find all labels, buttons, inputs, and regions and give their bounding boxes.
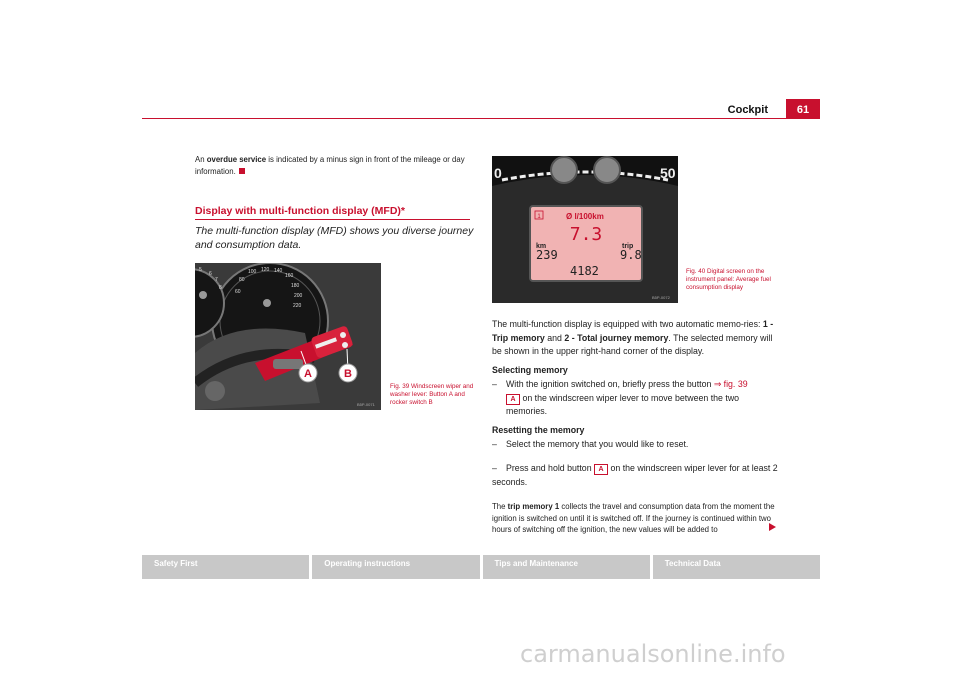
header-rule [142,118,820,119]
gauge-tick: 120 [261,267,270,273]
gauge-tick: 100 [248,269,257,275]
reset-step-2 [492,462,782,489]
text-run: With the ignition switched on, briefly press the button [506,379,714,389]
display-value: 7.3 [569,224,603,245]
mfd-paragraph [492,318,782,359]
km-label: km [536,243,547,250]
gauge-tick: 80 [239,277,245,283]
callout-a: A [304,368,312,380]
overdue-service-paragraph [195,154,475,178]
figure-code: B5P-0072 [652,295,670,300]
figure-code: B5P-0071 [357,402,375,407]
gauge-tick: 200 [294,293,303,299]
callout-b: B [344,368,352,380]
overdue-prefix: An [195,155,205,164]
memory-index: 1 [537,214,541,220]
gauge-tick: 60 [235,289,241,295]
gauge-tick: 160 [285,273,294,279]
section-heading-rule [195,219,470,220]
gauge-tick: 140 [274,268,283,274]
button-a-tag: A [506,394,520,405]
text-run: on the windscreen wiper lever for at least 2 seconds. [492,463,778,487]
end-of-section-marker [239,168,245,174]
figure-39-wiper-lever [195,263,381,410]
rpm-tick: 6 [209,271,212,277]
odometer: 4182 [570,264,599,278]
text-run: The [492,502,508,511]
reset-step-1 [492,438,782,452]
figure-39-illustration [195,263,381,410]
trip-memory-paragraph [492,501,782,536]
rpm-tick: 7 [215,277,218,283]
tab-safety-first[interactable]: Safety First [142,555,309,579]
page-number: 61 [796,104,810,116]
rpm-tick: 5 [199,267,202,273]
trip-memory-1-term: trip memory 1 [507,502,560,511]
trip-memory-term: 1 - Trip memory [492,319,774,343]
text-run: collects the travel and consumption data from the moment the ignition is switched on until it is switched off. If the journey is continued within two hours of switching off the ignition, the new values will be added to [492,502,775,534]
figure-39-caption: Fig. 39 Windscreen wiper and washer lever: Button A and rocker switch B [390,383,474,406]
resetting-memory-heading: Resetting the memory [492,425,585,435]
text-run: Press and hold button [506,463,595,473]
display-title: Ø l/100km [566,212,604,221]
section-heading: Display with multi-function display (MFD)* [195,205,405,217]
tab-tips-and-maintenance[interactable]: Tips and Maintenance [483,555,650,579]
text-run: The multi-function display is equipped with two automatic memo-ries: [492,319,763,329]
list-dash: – [492,463,497,473]
fig-39-link[interactable]: ⇒ fig. 39 [713,379,748,389]
km-value: 239 [536,248,558,262]
rpm-tick: 8 [219,285,222,291]
list-dash: – [492,379,497,389]
trip-label: trip [622,243,634,250]
tab-operating-instructions[interactable]: Operating instructions [312,555,479,579]
button-a-tag: A [594,464,608,475]
section-intro: The multi-function display (MFD) shows you diverse journey and consumption data. [195,225,474,251]
overdue-term: overdue service [206,155,267,164]
step-continuation [492,392,782,419]
gauge-tick: 220 [293,303,302,309]
overdue-rest: is indicated by a minus sign in front of the mileage or day information. [195,155,465,176]
gauge-start: 0 [494,165,502,181]
chapter-tabs [142,555,820,579]
trip-value: 9.8 [620,248,642,262]
watermark: carmanualsonline.info [520,640,786,668]
gauge-tick: 180 [291,283,300,289]
text-run: Select the memory that you would like to reset. [506,439,689,449]
tab-technical-data[interactable]: Technical Data [653,555,820,579]
text-run: . The selected memory will be shown in the upper right-hand corner of the display. [492,332,773,356]
text-run: on the windscreen wiper lever to move between the two memories. [506,392,740,416]
selecting-memory-heading: Selecting memory [492,365,568,375]
gauge-end: 50 [660,165,676,181]
page-section-title: Cockpit [727,104,768,116]
figure-40-digital-screen [492,156,678,303]
text-run: and [544,332,565,343]
list-dash: – [492,439,497,449]
figure-40-caption: Fig. 40 Digital screen on the instrument panel: Average fuel consumption display [686,268,771,291]
continued-arrow-icon [769,523,776,531]
selecting-memory-step [492,378,782,419]
total-journey-memory-term: 2 - Total journey memory [564,332,669,343]
figure-40-illustration [492,156,678,303]
